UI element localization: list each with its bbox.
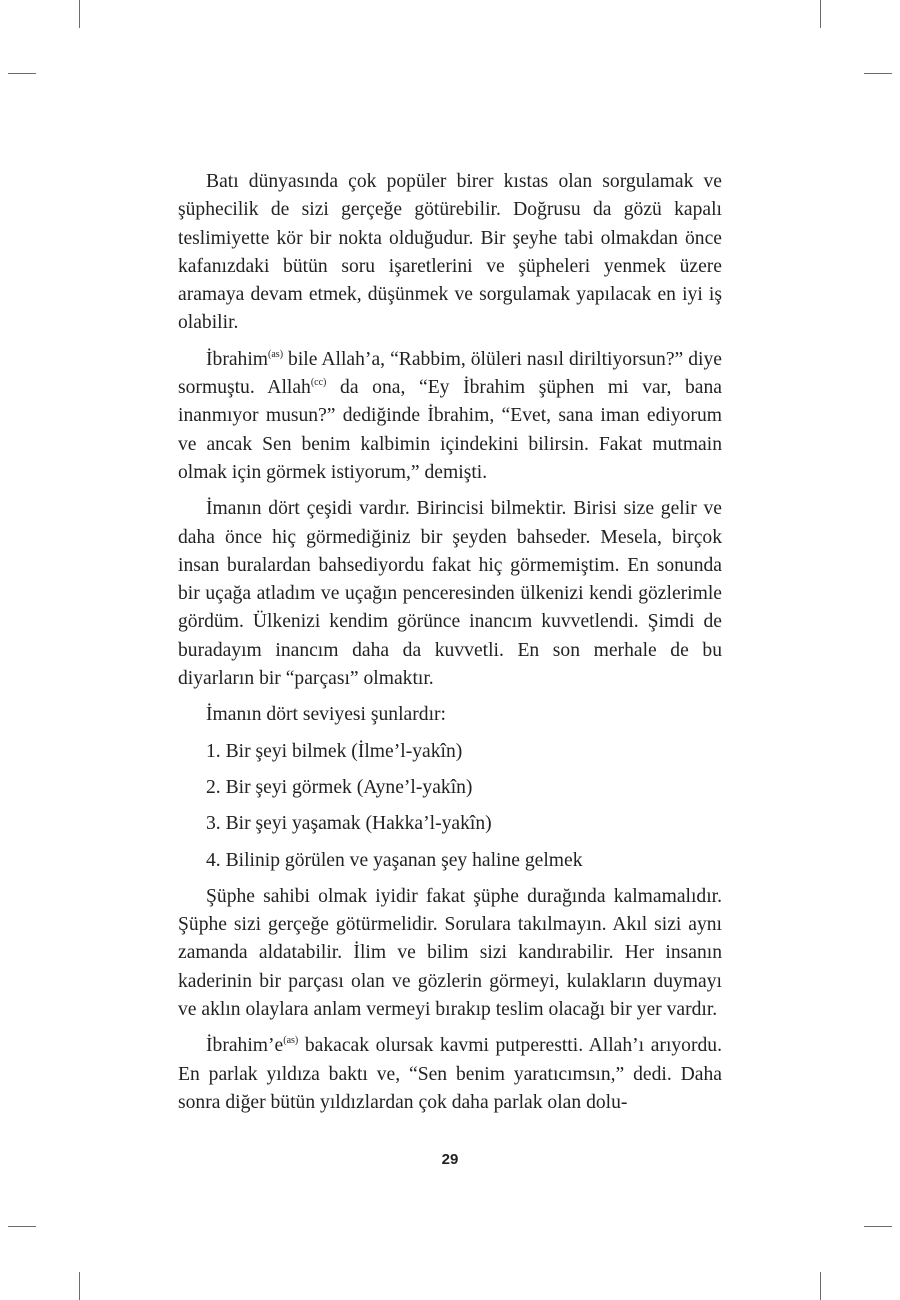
list-intro: İmanın dört seviyesi şunlardır: <box>206 704 446 726</box>
body-text <box>178 168 722 1125</box>
crop-mark-left-lower <box>8 1226 36 1227</box>
paragraph: İmanın dört çeşidi vardır. Birincisi bilmektir. Birisi size gelir ve daha önce hiç görmediğiniz bir şeyden bahseder. Mesela, birçok insan buralardan bahsediyordu fakat hiç görmemiştim. En sonunda bir uçağa atladım ve uçağın penceresinden ülkenizi kendi gözlerimle gördüm. Ülkenizi kendim görünce inancım kuvvetlendi. Şimdi de buradayım inancım daha da kuvvetli. En son merhale de bu diyarların bir “parçası” olmaktır. <box>178 498 722 690</box>
list-item: 3. Bir şeyi yaşamak (Hakka’l-yakîn) <box>206 813 492 835</box>
paragraph: Şüphe sahibi olmak iyidir fakat şüphe durağında kalmamalıdır. Şüphe sizi gerçeğe götürmelidir. Sorulara takılmayın. Akıl sizi aynı zamanda aldatabilir. İlim ve bilim sizi kandırabilir. Her insanın kaderinin bir parçası olan ve gözlerin görmeyi, kulakların duymayı ve aklın olaylara anlam vermeyi bırakıp teslim olacağı bir yer vardır. <box>178 885 722 1021</box>
crop-mark-top-right <box>820 0 821 28</box>
honorific-superscript: (as) <box>283 1035 299 1047</box>
page-number: 29 <box>441 1151 459 1168</box>
crop-mark-bottom-right <box>820 1272 821 1300</box>
honorific-superscript: (as) <box>268 348 284 360</box>
crop-mark-left-upper <box>8 73 36 74</box>
crop-mark-bottom-left <box>79 1272 80 1300</box>
paragraph-text: İbrahim <box>206 348 269 370</box>
paragraph-text: İbrahim’e <box>206 1035 284 1057</box>
paragraph-text: bile Allah’a, “Rabbim, ölüleri nasıl diriltiyorsun?” diye sormuştu. Allah <box>178 348 722 399</box>
crop-mark-right-upper <box>864 73 892 74</box>
list-item: 4. Bilinip görülen ve yaşanan şey haline gelmek <box>206 849 583 871</box>
paragraph-text: bakacak olursak kavmi putperestti. Allah’ı arıyordu. En parlak yıldıza baktı ve, “Sen benim yaratıcımsın,” dedi. Daha sonra diğer bütün yıldızlardan çok daha parlak olan dolu- <box>178 1035 722 1113</box>
paragraph: Batı dünyasında çok popüler birer kıstas olan sorgulamak ve şüphecilik de sizi gerçeğe götürebilir. Doğrusu da gözü kapalı teslimiyette kör bir nokta olduğudur. Bir şeyhe tabi olmakdan önce kafanızdaki bütün soru işaretlerini ve şüpheleri yenmek üzere aramaya devam etmek, düşünmek ve sorgulamak yapılacak en iyi iş olabilir. <box>178 171 722 334</box>
paragraph <box>178 346 722 487</box>
list-item: 2. Bir şeyi görmek (Ayne’l-yakîn) <box>206 776 473 798</box>
honorific-superscript: (cc) <box>310 377 327 389</box>
paragraph-text: da ona, “Ey İbrahim şüphen mi var, bana inanmıyor musun?” dediğinde İbrahim, “Evet, sana iman ediyorum ve ancak Sen benim kalbimin içindekini bilirsin. Fakat mutmain olmak için görmek istiyorum,” demişti. <box>178 377 722 483</box>
list-item: 1. Bir şeyi bilmek (İlme’l-yakîn) <box>206 740 463 762</box>
crop-mark-right-lower <box>864 1226 892 1227</box>
paragraph <box>178 1032 722 1117</box>
crop-mark-top-left <box>79 0 80 28</box>
